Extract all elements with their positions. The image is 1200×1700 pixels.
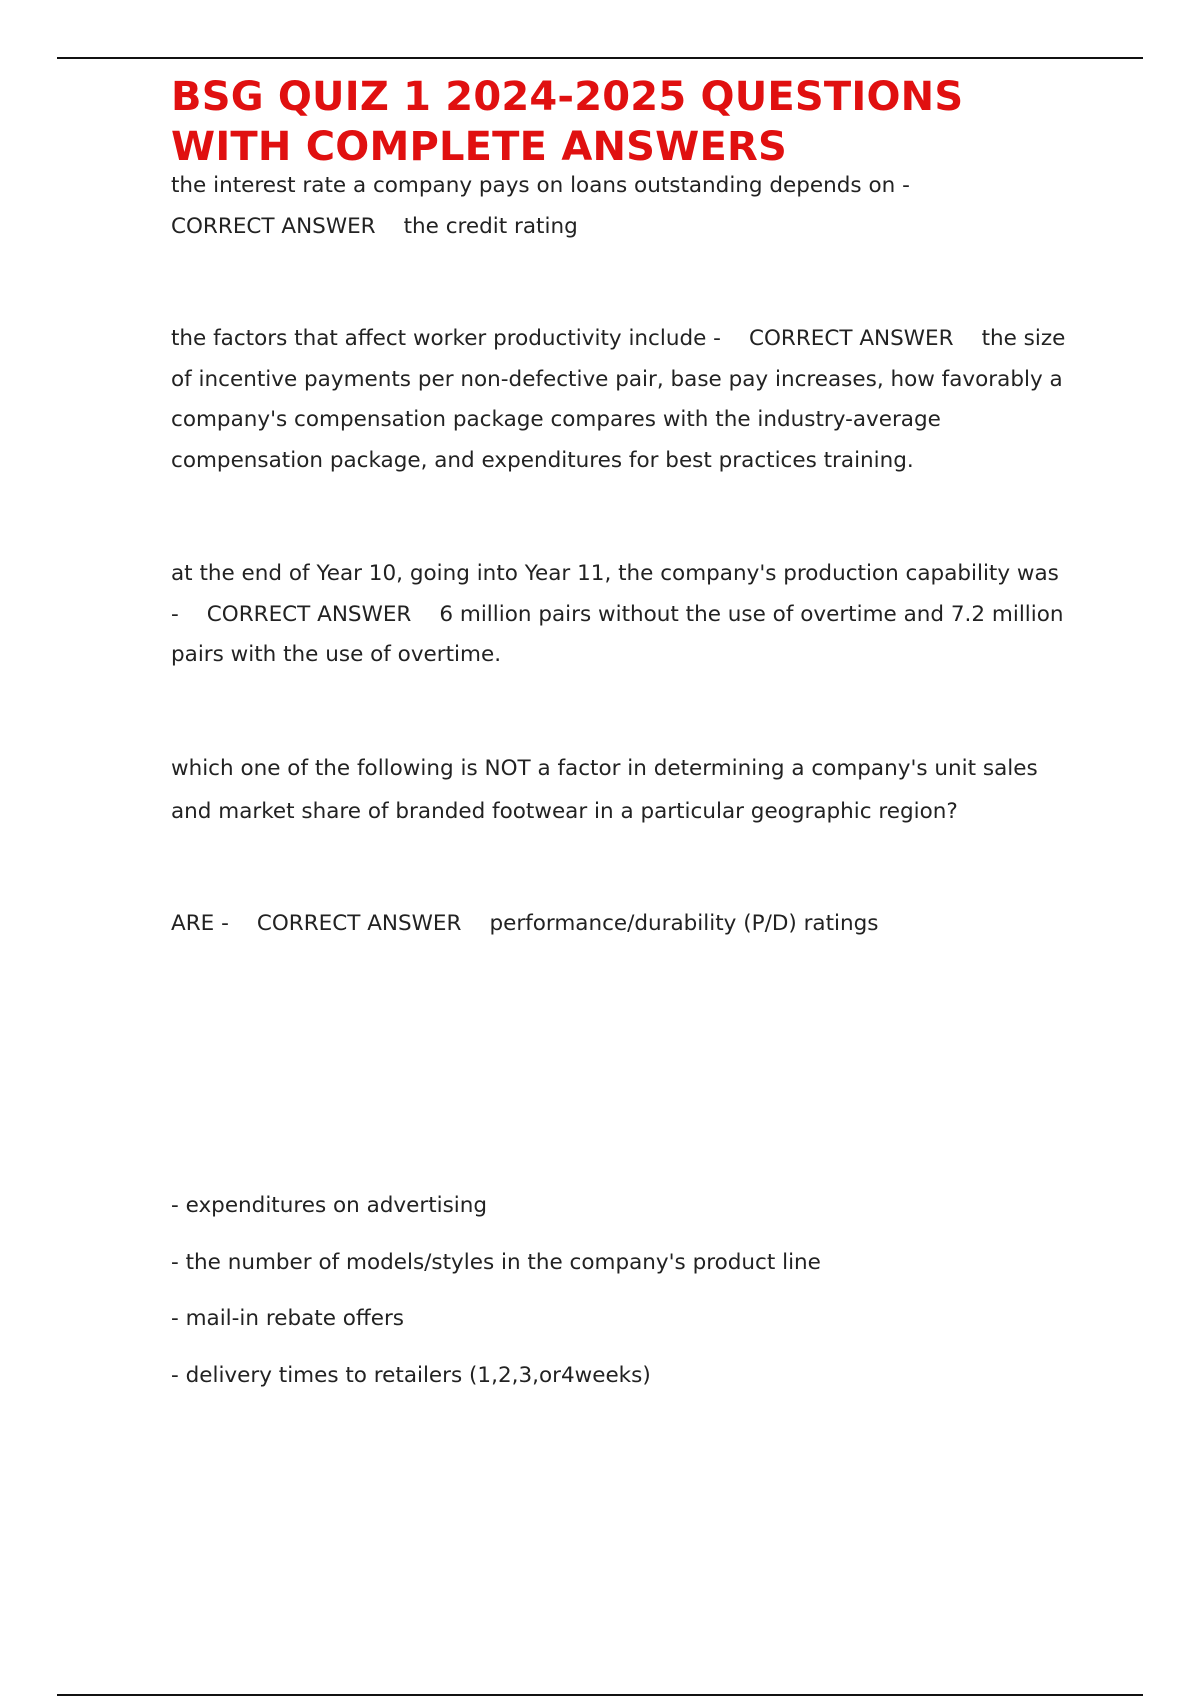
options-list xyxy=(171,1186,821,1412)
answer-text: the credit rating xyxy=(403,213,578,239)
list-item: - mail-in rebate offers xyxy=(171,1306,404,1331)
top-divider xyxy=(57,57,1143,59)
page-title: BSG QUIZ 1 2024-2025 QUESTIONS WITH COMPLETE ANSWERS xyxy=(171,74,964,170)
question-text: the factors that affect worker productivity include - xyxy=(171,326,721,351)
answer-text: performance/durability (P/D) ratings xyxy=(489,911,879,936)
correct-answer-label: CORRECT ANSWER xyxy=(171,213,376,239)
qa-item-5 xyxy=(171,904,1071,945)
bottom-divider xyxy=(57,1694,1143,1696)
correct-answer-label: CORRECT ANSWER xyxy=(256,911,462,936)
question-text: ARE - xyxy=(171,911,229,936)
list-item: - expenditures on advertising xyxy=(171,1193,488,1218)
list-item: - delivery times to retailers (1,2,3,or4weeks) xyxy=(171,1362,651,1388)
question-text: the interest rate a company pays on loans outstanding depends on - xyxy=(171,173,910,198)
correct-answer-label: CORRECT ANSWER xyxy=(206,601,412,627)
answer-text: the size of incentive payments per non-defective pair, base pay increases, how favorably a company's compensation package compares with the industry-average compensation package, and expenditures for best practices training. xyxy=(171,326,1066,473)
correct-answer-label: CORRECT ANSWER xyxy=(748,326,954,351)
qa-item-2 xyxy=(171,319,1071,481)
qa-item-3 xyxy=(171,554,1071,676)
question-text: which one of the following is NOT a factor in determining a company's unit sales and market share of branded footwear in a particular geographic region? xyxy=(171,756,1038,824)
qa-item-4 xyxy=(171,747,1071,833)
answer-text: 6 million pairs without the use of overtime and 7.2 million pairs with the use of overtime. xyxy=(171,601,1064,667)
question-text: at the end of Year 10, going into Year 11, the company's production capability was - xyxy=(171,561,1059,627)
list-item: - the number of models/styles in the company's product line xyxy=(171,1249,821,1275)
qa-item-1 xyxy=(171,166,1071,247)
